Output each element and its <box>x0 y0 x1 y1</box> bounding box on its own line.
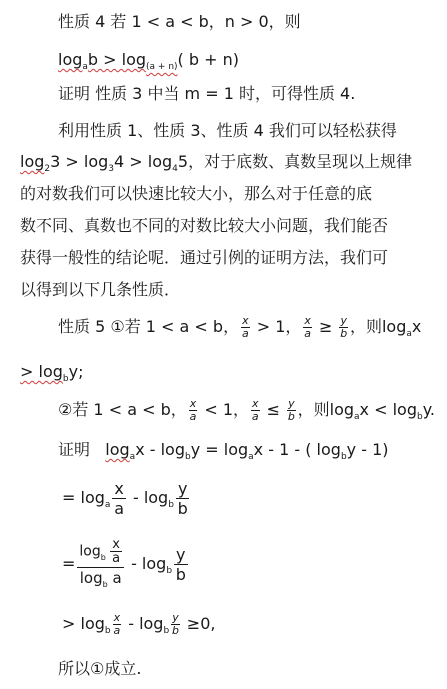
paragraph-line-4: 数不同、真数也不同的对数比较大小问题，我们能否 <box>20 216 389 235</box>
compound-fraction: $\log_b$ $\frac{x}{a}$ $\log_b a$ <box>77 538 124 591</box>
paragraph-line-5: 获得一般性的结论呢．通过引例的证明方法，我们可 <box>20 248 389 267</box>
paragraph-line-3: 的对数我们可以快速比较大小，那么对于任意的底 <box>20 184 373 203</box>
property-5-part-2: ②若 1 < a < b， $\frac{x}{a}$ < 1， $\frac{x}{a}$ ≤ $\frac{y}{b}$ ，则$\log_ax < \log_by$. <box>58 397 435 423</box>
log-a-b: $\log_ab > \log$ <box>58 50 147 72</box>
fraction-x-over-a: $\frac{x}{a}$ <box>304 314 311 340</box>
paragraph-line-1: 利用性质 1、性质 3、性质 4 我们可以轻松获得 <box>58 121 397 140</box>
fraction-x-over-a: $\frac{x}{a}$ <box>189 397 197 423</box>
property-5-part-1: 性质 5 ①若 1 < a < b， $\frac{x}{a}$ > 1， $\frac{x}{a}$ ≥ $\frac{y}{b}$ ，则$\log_ax$ <box>58 314 422 340</box>
proof-5-line-2: = $\log_a$ $\frac{x}{a}$ - $\log_b$ $\frac{y}{b}$ <box>62 479 188 518</box>
conclusion: 所以①成立. <box>58 659 142 678</box>
fraction-y-over-b: $\frac{y}{b}$ <box>287 397 295 423</box>
fraction-x-over-a: $\frac{x}{a}$ <box>251 397 259 423</box>
paragraph-line-6: 以得到以下几条性质． <box>20 280 181 299</box>
property-5-part-1-cont: > $\log_by$; <box>20 362 84 384</box>
property-4-statement: 性质 4 若 1 < a < b，n > 0，则 <box>58 12 301 31</box>
property-4-formula: $\log_ab > \log_{(a + n)}$( b + n) <box>58 50 239 72</box>
proof-5-line-1: 证明 $\log_ax - \log_by = \log_ax - 1$ - ( $\log_by - 1$) <box>58 440 389 462</box>
paragraph-line-2: $\log_23 > \log_34 > \log_45$，对于底数、真数呈现以上规律 <box>20 152 413 174</box>
property-4-proof: 证明 性质 3 中当 m = 1 时，可得性质 4. <box>58 84 356 103</box>
fraction-x-over-a: $\frac{x}{a}$ <box>241 314 249 340</box>
proof-5-line-4: > $\log_b$ $\frac{x}{a}$ - $\log_b$ $\frac{y}{b}$ ≥0, <box>62 611 216 637</box>
fraction-y-over-b: $\frac{y}{b}$ <box>340 314 348 340</box>
proof-5-line-3: = $\log_b$ $\frac{x}{a}$ $\log_b a$ - $\log_b$ $\frac{y}{b}$ <box>62 537 186 589</box>
